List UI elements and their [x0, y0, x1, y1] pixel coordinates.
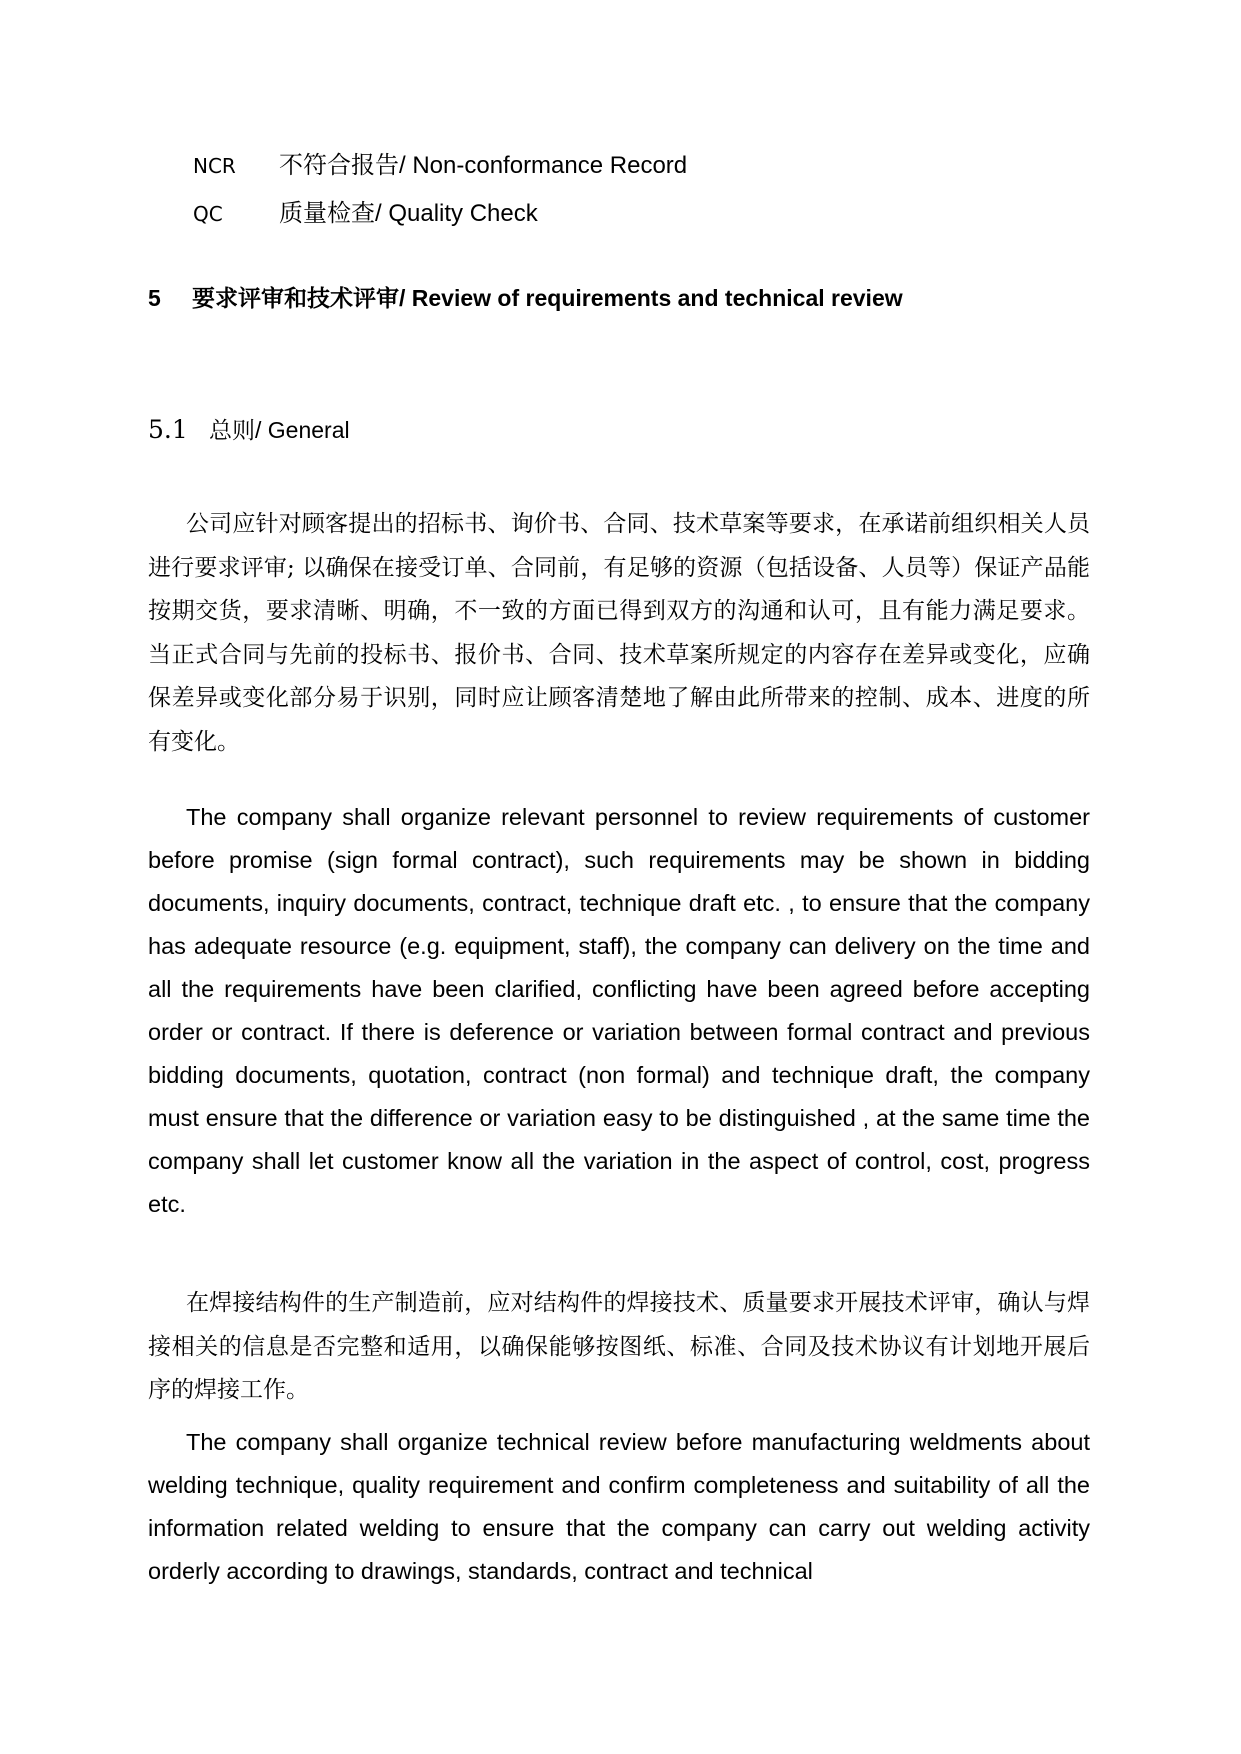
section-number: 5 [148, 285, 161, 311]
section-number: 5.1 [148, 415, 188, 444]
section-5-1-heading [148, 415, 350, 445]
paragraph-technical-review-english: The company shall organize technical review before manufacturing weldments about welding technique, quality requirement and confirm completeness and suitability of all the information related welding to ensure that the company can carry out welding activity orderly according to drawings, standards, contract and technical [148, 1429, 1090, 1584]
section-title: 总则/ General [209, 417, 350, 443]
abbreviation-code: QC [193, 202, 223, 226]
abbreviation-row-ncr [193, 150, 687, 180]
paragraph-requirements-review-chinese: 公司应针对顾客提出的招标书、询价书、合同、技术草案等要求，在承诺前组织相关人员进行要求评审; 以确保在接受订单、合同前，有足够的资源（包括设备、人员等）保证产品能按期交货，要求清晰、明确，不一致的方面已得到双方的沟通和认可，且有能力满足要求。当正式合同与先前的投标书、报价书、合同、技术草案所规定的内容存在差异或变化，应确保差异或变化部分易于识别，同时应让顾客清楚地了解由此所带来的控制、成本、进度的所有变化。 [148, 511, 1090, 755]
abbreviation-row-qc [193, 198, 538, 228]
section-title: 要求评审和技术评审/ Review of requirements and technical review [192, 285, 903, 311]
paragraph-technical-review-chinese: 在焊接结构件的生产制造前，应对结构件的焊接技术、质量要求开展技术评审，确认与焊接相关的信息是否完整和适用，以确保能够按图纸、标准、合同及技术协议有计划地开展后序的焊接工作。 [148, 1290, 1090, 1403]
paragraph-requirements-review-english: The company shall organize relevant personnel to review requirements of customer before promise (sign formal contract), such requirements may be shown in bidding documents, inquiry documents, contract, technique draft etc. , to ensure that the company has adequate resource (e.g. equipment, staff), the company can delivery on the time and all the requirements have been clarified, conflicting have been agreed before accepting order or contract. If there is deference or variation between formal contract and previous bidding documents, quotation, contract (non formal) and technique draft, the company must ensure that the difference or variation easy to be distinguished , at the same time the company shall let customer know all the variation in the aspect of control, cost, progress etc. [148, 804, 1090, 1217]
abbreviation-definition: 不符合报告/ Non-conformance Record [279, 152, 688, 179]
section-5-heading [148, 283, 903, 313]
abbreviation-code: NCR [193, 154, 236, 178]
abbreviation-definition: 质量检查/ Quality Check [279, 200, 538, 227]
